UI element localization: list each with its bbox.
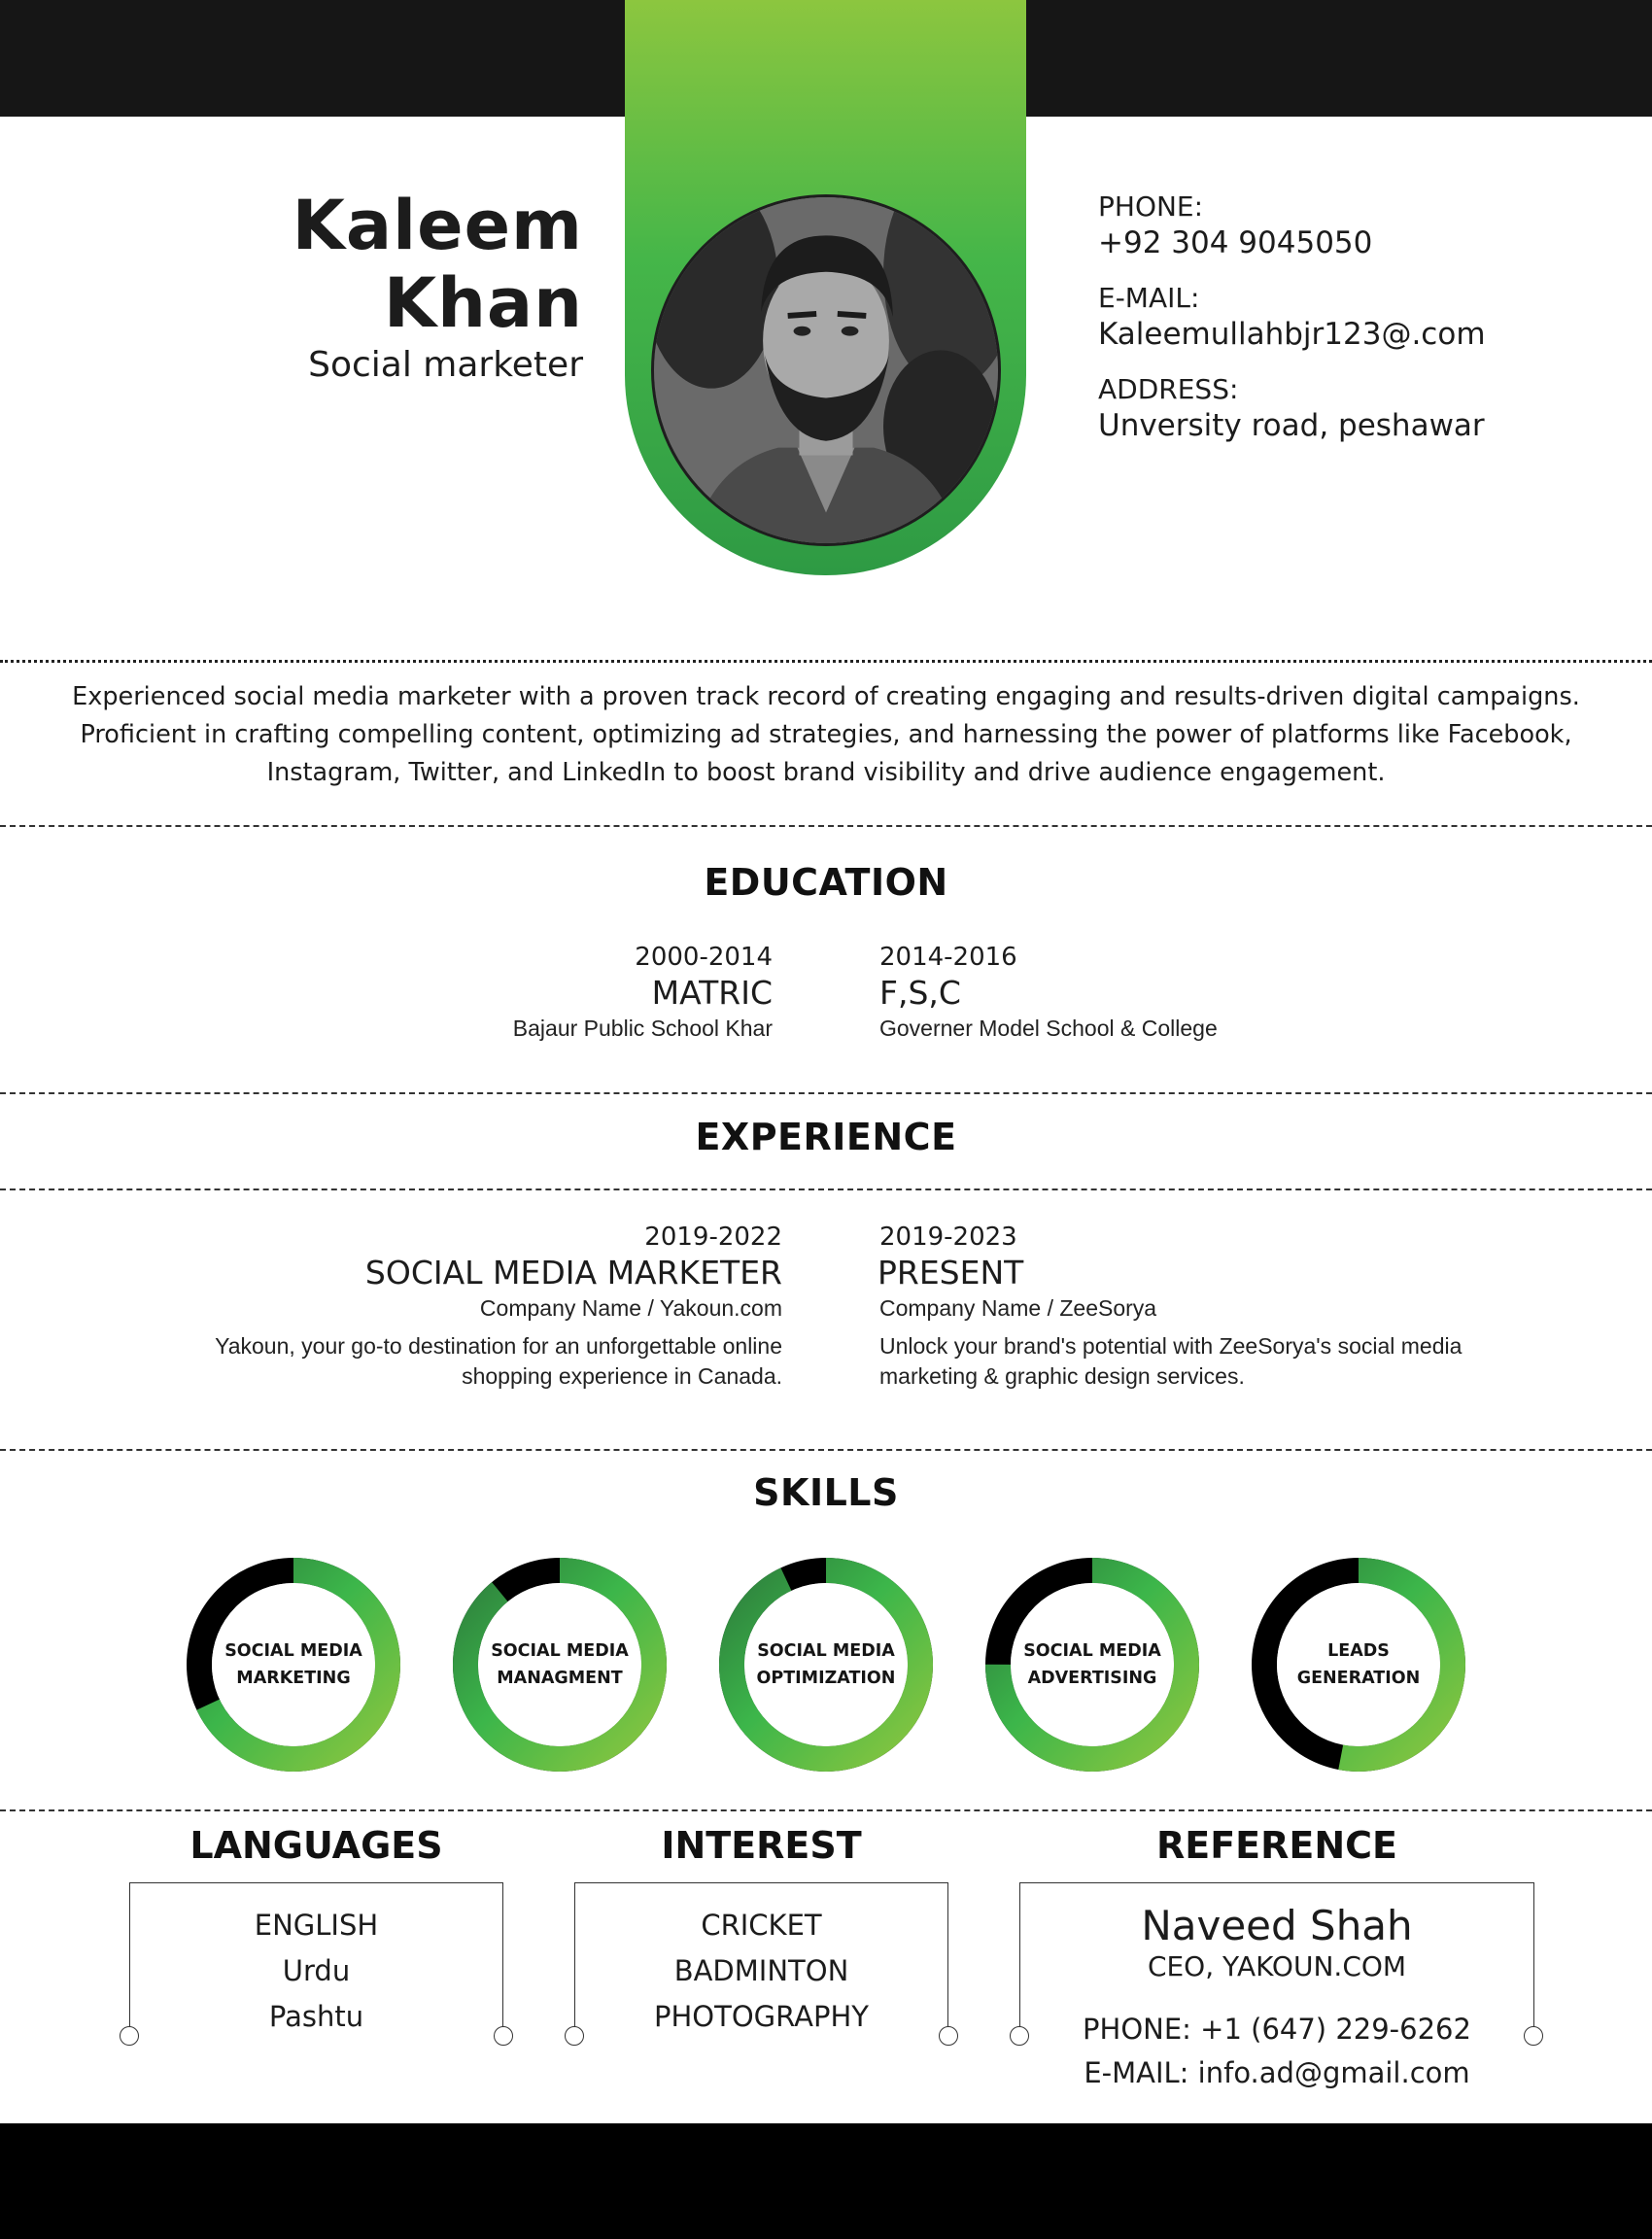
skill-label-line: SOCIAL MEDIA <box>757 1641 895 1661</box>
experience-description: shopping experience in Canada. <box>462 1363 782 1389</box>
reference-position: CEO, YAKOUN.COM <box>1147 1950 1407 1982</box>
skill-ring <box>184 1555 403 1774</box>
reference-phone: PHONE: +1 (647) 229-6262 <box>1083 2013 1471 2046</box>
education-years: 2014-2016 <box>879 943 1017 972</box>
reference-email: E-MAIL: info.ad@gmail.com <box>1084 2056 1470 2089</box>
profile-photo <box>651 194 1001 546</box>
phone-value: +92 304 9045050 <box>1098 225 1373 260</box>
bottom-bar <box>0 2123 1652 2239</box>
experience-description: Yakoun, your go-to destination for an unforgettable online <box>215 1333 782 1359</box>
email-label: E-MAIL: <box>1098 282 1200 314</box>
interest-item: PHOTOGRAPHY <box>654 2000 869 2033</box>
skill-ring <box>982 1555 1202 1774</box>
separator-skills-top <box>0 1449 1652 1451</box>
separator-education-top <box>0 825 1652 827</box>
experience-position: PRESENT <box>878 1254 1024 1292</box>
experience-company: Company Name / ZeeSorya <box>879 1295 1157 1321</box>
interest-title: INTEREST <box>661 1824 862 1867</box>
education-entry <box>879 941 1218 1044</box>
languages-title: LANGUAGES <box>189 1824 443 1867</box>
education-school: Governer Model School & College <box>879 1016 1218 1041</box>
candidate-role: Social marketer <box>308 345 583 385</box>
skill-label-line: LEADS <box>1327 1641 1390 1661</box>
education-degree: F,S,C <box>879 974 961 1012</box>
interest-item: CRICKET <box>701 1909 822 1942</box>
education-degree: MATRIC <box>651 974 773 1012</box>
skill-label-line: GENERATION <box>1296 1669 1421 1688</box>
languages-list <box>129 1903 503 2040</box>
interest-list <box>574 1903 948 2040</box>
skill-label <box>1249 1555 1468 1774</box>
reference-name: Naveed Shah <box>1141 1902 1413 1949</box>
reference-title: REFERENCE <box>1155 1824 1397 1867</box>
skill-label <box>184 1555 403 1774</box>
skill-ring <box>450 1555 670 1774</box>
skill-label-line: ADVERTISING <box>1027 1669 1157 1688</box>
last-name: Khan <box>383 263 583 343</box>
skill-label-line: MARKETING <box>236 1669 351 1688</box>
separator-experience-top <box>0 1092 1652 1094</box>
language-item: ENGLISH <box>254 1909 379 1942</box>
education-years: 2000-2014 <box>635 943 773 972</box>
skill-label <box>716 1555 936 1774</box>
address-label: ADDRESS: <box>1098 373 1239 405</box>
experience-company: Company Name / Yakoun.com <box>479 1295 782 1321</box>
separator-bottom-sections <box>0 1809 1652 1811</box>
summary-line: Instagram, Twitter, and LinkedIn to boost brand visibility and drive audience engagement. <box>266 758 1386 787</box>
candidate-name <box>293 187 583 342</box>
skill-label-line: MANAGMENT <box>497 1669 623 1688</box>
separator-summary-top <box>0 660 1652 663</box>
skill-ring <box>716 1555 936 1774</box>
interest-item: BADMINTON <box>673 1954 849 1987</box>
profile-summary <box>39 678 1613 792</box>
address-value: Unversity road, peshawar <box>1098 408 1485 443</box>
first-name: Kaleem <box>292 186 583 265</box>
skill-label-line: SOCIAL MEDIA <box>224 1641 362 1661</box>
summary-line: Proficient in crafting compelling content, optimizing ad strategies, and harnessing the power of platforms like Facebook, <box>80 720 1572 749</box>
summary-line: Experienced social media marketer with a proven track record of creating engaging and results-driven digital campaigns. <box>72 682 1580 711</box>
skill-label <box>982 1555 1202 1774</box>
skill-label-line: SOCIAL MEDIA <box>491 1641 629 1661</box>
language-item: Urdu <box>282 1954 351 1987</box>
separator-experience-bottom <box>0 1188 1652 1190</box>
experience-entry <box>102 1221 782 1392</box>
experience-entry <box>878 1221 1558 1392</box>
experience-title: EXPERIENCE <box>695 1116 957 1158</box>
contact-block <box>1098 189 1486 464</box>
profile-photo-illustration <box>654 197 998 543</box>
experience-years: 2019-2022 <box>644 1223 782 1252</box>
skill-label-line: OPTIMIZATION <box>756 1669 896 1688</box>
skill-ring <box>1249 1555 1468 1774</box>
phone-label: PHONE: <box>1098 190 1204 223</box>
education-title: EDUCATION <box>704 861 948 904</box>
experience-years: 2019-2023 <box>879 1223 1017 1252</box>
skills-title: SKILLS <box>753 1471 899 1514</box>
language-item: Pashtu <box>268 2000 364 2033</box>
skill-label-line: SOCIAL MEDIA <box>1023 1641 1161 1661</box>
education-school: Bajaur Public School Khar <box>512 1016 773 1041</box>
education-entry <box>513 941 773 1044</box>
email-value: Kaleemullahbjr123@.com <box>1098 317 1486 352</box>
experience-position: SOCIAL MEDIA MARKETER <box>364 1254 782 1292</box>
experience-description: marketing & graphic design services. <box>879 1363 1245 1389</box>
experience-description: Unlock your brand's potential with ZeeSorya's social media <box>879 1333 1463 1359</box>
skill-label <box>450 1555 670 1774</box>
